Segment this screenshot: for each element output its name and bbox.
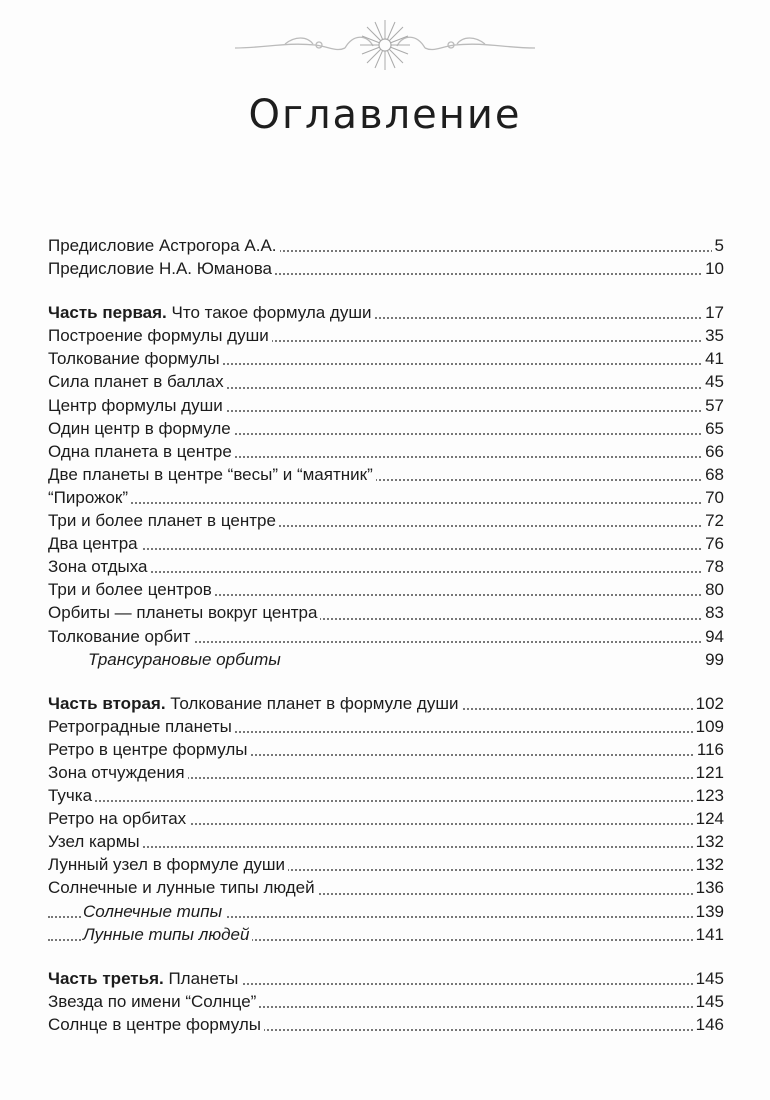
- toc-page-number: 80: [702, 578, 724, 601]
- toc-page-number: 65: [702, 417, 724, 440]
- toc-page-number: 94: [702, 625, 724, 648]
- toc-entry-label: [48, 532, 141, 555]
- toc-entry-label: [48, 486, 131, 509]
- dot-leader: [48, 846, 724, 848]
- toc-entry-text: Зона отдыха: [48, 557, 148, 577]
- toc-entry-label: [83, 900, 225, 923]
- dot-leader: [48, 548, 724, 550]
- toc-entry[interactable]: [48, 807, 724, 830]
- toc-entry-text: Построение формулы души: [48, 326, 269, 346]
- toc-page-number: 66: [702, 440, 724, 463]
- toc-entry-label: [48, 625, 193, 648]
- toc-entry-label: [88, 648, 284, 671]
- toc-page-number: 10: [702, 257, 724, 280]
- toc-entry-label: [48, 578, 215, 601]
- toc-page-number: 123: [693, 784, 724, 807]
- toc-entry[interactable]: [48, 532, 724, 555]
- toc-entry-label: [48, 784, 95, 807]
- toc-entry[interactable]: [48, 853, 724, 876]
- toc-entry-label: [48, 440, 235, 463]
- toc-entry-text: Сила планет в баллах: [48, 372, 224, 392]
- toc-entry[interactable]: [48, 509, 724, 532]
- toc-page-number: 145: [693, 990, 724, 1013]
- ornament-flourish-icon: [225, 14, 545, 76]
- toc-page-number: 124: [693, 807, 724, 830]
- toc-page-number: 17: [702, 301, 724, 324]
- part-heading: Часть вторая.: [48, 693, 166, 713]
- toc-entry-label: [48, 967, 241, 990]
- toc-entry[interactable]: [48, 784, 724, 807]
- toc-entry[interactable]: [48, 394, 724, 417]
- toc-page-number: 35: [702, 324, 724, 347]
- toc-entry[interactable]: [48, 967, 724, 990]
- toc-entry-label: [48, 830, 143, 853]
- toc-entry[interactable]: [48, 347, 724, 370]
- dot-leader: [48, 800, 724, 802]
- toc-entry[interactable]: [48, 923, 724, 946]
- toc-entry[interactable]: [48, 738, 724, 761]
- part-heading: Часть первая.: [48, 303, 167, 323]
- toc-entry-label: [48, 257, 275, 280]
- toc-entry-label: [48, 692, 461, 715]
- toc-entry-text: Лунный узел в формуле души: [48, 855, 286, 875]
- toc-page-number: 72: [702, 509, 724, 532]
- toc-entry-label: [48, 555, 151, 578]
- toc-entry[interactable]: [48, 417, 724, 440]
- toc-page-number: 99: [702, 648, 724, 671]
- toc-entry-text: Солнечные типы: [83, 901, 223, 921]
- toc-entry-label: [48, 761, 188, 784]
- toc-entry-text: Планеты: [163, 968, 239, 988]
- toc-entry[interactable]: [48, 324, 724, 347]
- toc-entry[interactable]: [48, 625, 724, 648]
- part-heading: Часть третья.: [48, 968, 164, 988]
- toc-entry-label: [48, 715, 235, 738]
- toc-entry[interactable]: [48, 257, 724, 280]
- toc-page-number: 109: [693, 715, 724, 738]
- toc-entry-label: [48, 738, 251, 761]
- toc-entry-label: [48, 1013, 264, 1036]
- toc-entry-text: Солнечные и лунные типы людей: [48, 878, 315, 898]
- toc-entry-text: Три и более планет в центре: [48, 511, 276, 531]
- toc-page-number: 141: [693, 923, 724, 946]
- toc-entry-label: [48, 601, 320, 624]
- toc-entry-label: [48, 324, 272, 347]
- toc-entry-text: Предисловие Астрогора А.А.: [48, 236, 277, 255]
- toc-entry-text: Ретро в центре формулы: [48, 739, 248, 759]
- toc-entry-label: [48, 853, 288, 876]
- toc-entry-text: Что такое формула души: [166, 303, 372, 323]
- toc-page-number: 70: [702, 486, 724, 509]
- toc-entry[interactable]: [48, 830, 724, 853]
- toc-entry[interactable]: [48, 715, 724, 738]
- toc-entry-label: [48, 876, 318, 899]
- toc-entry-text: Тучка: [48, 786, 93, 806]
- toc-entry-text: Один центр в формуле: [48, 418, 231, 438]
- toc-page-number: 136: [693, 876, 724, 899]
- toc-entry-text: “Пирожок”: [48, 487, 129, 507]
- toc-page-number: 41: [702, 347, 724, 370]
- toc-entry-label: [48, 347, 223, 370]
- toc-page-number: 139: [693, 900, 724, 923]
- toc-page-number: 116: [694, 738, 724, 761]
- toc-entry-text: Трансурановые орбиты: [88, 649, 281, 669]
- toc-page-number: 132: [693, 853, 724, 876]
- toc-entry-label: [48, 990, 259, 1013]
- toc-page-number: 121: [693, 761, 724, 784]
- toc-entry[interactable]: [48, 301, 724, 324]
- toc-entry-label: [48, 417, 234, 440]
- toc-page-number: 76: [702, 532, 724, 555]
- toc-entry-label: [83, 923, 252, 946]
- toc-entry[interactable]: [48, 761, 724, 784]
- toc-entry-label: [48, 234, 280, 257]
- toc-entry-text: Центр формулы души: [48, 395, 223, 415]
- toc-entry-text: Одна планета в центре: [48, 441, 232, 461]
- toc-entry-text: Две планеты в центре “весы” и “маятник”: [48, 464, 373, 484]
- toc-entry-text: Толкование орбит: [48, 626, 191, 646]
- toc-entry-label: [48, 301, 375, 324]
- toc-entry-text: Орбиты — планеты вокруг центра: [48, 603, 318, 623]
- toc-entry-label: [48, 807, 189, 830]
- toc-entry[interactable]: [48, 990, 724, 1013]
- toc-entry-text: Солнце в центре формулы: [48, 1014, 261, 1034]
- toc-entry[interactable]: [48, 555, 724, 578]
- toc-entry[interactable]: [48, 463, 724, 486]
- toc-entry-text: Два центра: [48, 534, 138, 554]
- toc-page-number: 68: [702, 463, 724, 486]
- toc-entry-text: Толкование формулы: [48, 349, 220, 369]
- toc-page-number: 57: [702, 394, 724, 417]
- toc-page-number: 5: [712, 234, 724, 257]
- toc-entry[interactable]: [48, 900, 724, 923]
- toc-page-number: 132: [693, 830, 724, 853]
- toc-entry-text: Три и более центров: [48, 580, 212, 600]
- toc-page-number: 146: [693, 1013, 724, 1036]
- toc-entry-label: [48, 509, 279, 532]
- toc-entry-text: Ретроградные планеты: [48, 716, 232, 736]
- toc-entry-text: Толкование планет в формуле души: [165, 693, 459, 713]
- toc-entry-label: [48, 463, 376, 486]
- toc-entry[interactable]: [48, 648, 724, 671]
- toc-entry-text: Узел кармы: [48, 832, 140, 852]
- toc-entry-text: Предисловие Н.А. Юманова: [48, 259, 272, 279]
- toc-page-number: 45: [702, 370, 724, 393]
- toc-entry-text: Звезда по имени “Солнце”: [48, 991, 257, 1011]
- toc-entry[interactable]: [48, 601, 724, 624]
- toc-entry[interactable]: [48, 876, 724, 899]
- toc-entry[interactable]: [48, 234, 724, 257]
- toc-page-number: 83: [702, 601, 724, 624]
- dot-leader: [48, 502, 724, 504]
- toc-entry-label: [48, 394, 226, 417]
- toc-entry-text: Ретро на орбитах: [48, 809, 187, 829]
- toc-entry-label: [48, 370, 227, 393]
- toc-entry[interactable]: [48, 692, 724, 715]
- toc-entry-text: Зона отчуждения: [48, 762, 185, 782]
- toc-page-number: 78: [702, 555, 724, 578]
- toc-entry-text: Лунные типы людей: [83, 924, 250, 944]
- page-title: Оглавление: [248, 92, 522, 138]
- toc-entry[interactable]: [48, 578, 724, 601]
- toc-page-number: 102: [693, 692, 724, 715]
- toc-entry[interactable]: [48, 440, 724, 463]
- table-of-contents: [48, 234, 724, 1036]
- toc-entry[interactable]: [48, 486, 724, 509]
- toc-entry[interactable]: [48, 370, 724, 393]
- toc-page-number: 145: [693, 967, 724, 990]
- toc-entry[interactable]: [48, 1013, 724, 1036]
